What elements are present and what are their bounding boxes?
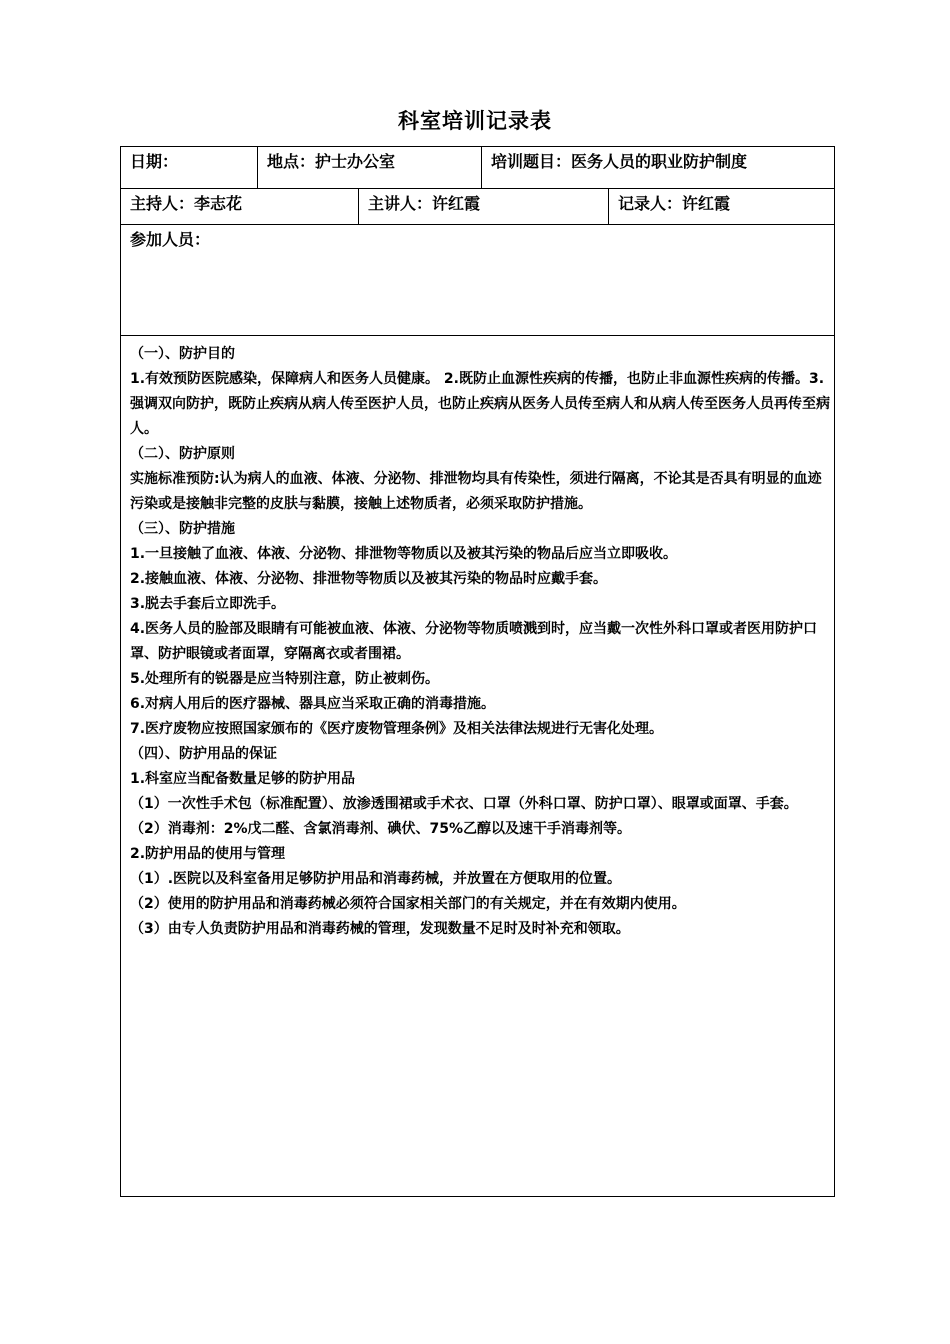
content-line: 1.有效预防医院感染，保障病人和医务人员健康。 2.既防止血源性疾病的传播，也防止非血源性疾病的传播。3.强调双向防护，既防止疾病从病人传至医护人员，也防止疾病从医务人员传至病人和从病人传至医务人员再传至病人。 <box>130 371 830 437</box>
participants-row <box>121 225 834 336</box>
recorder-cell: 记录人：许红霞 <box>608 189 834 224</box>
date-cell: 日期： <box>130 152 179 171</box>
document-title: 科室培训记录表 <box>398 109 552 133</box>
speaker-cell: 主讲人：许红霞 <box>358 189 608 224</box>
content-line: 1.一旦接触了血液、体液、分泌物、排泄物等物质以及被其污染的物品后应当立即吸收。 <box>130 546 678 562</box>
content-line: （三）、防护措施 <box>130 521 235 537</box>
content-line: （3）由专人负责防护用品和消毒药械的管理，发现数量不足时及时补充和领取。 <box>130 921 630 937</box>
content-line: 1.科室应当配备数量足够的防护用品 <box>130 771 356 787</box>
header-row-date-location-topic <box>121 147 834 189</box>
content-line: （2）使用的防护用品和消毒药械必须符合国家相关部门的有关规定，并在有效期内使用。 <box>130 896 686 912</box>
content-line: 4.医务人员的脸部及眼睛有可能被血液、体液、分泌物等物质喷溅到时，应当戴一次性外科口罩或者医用防护口罩、防护眼镜或者面罩，穿隔离衣或者围裙。 <box>130 621 818 662</box>
participants-cell: 参加人员： <box>130 230 211 249</box>
content-line: 5.处理所有的锐器是应当特别注意，防止被刺伤。 <box>130 671 440 687</box>
content-line: （2）消毒剂：2%戊二醛、含氯消毒剂、碘伏、75%乙醇以及速干手消毒剂等。 <box>130 821 632 837</box>
training-record-table <box>120 146 835 1197</box>
content-line: 2.防护用品的使用与管理 <box>130 846 286 862</box>
content-line: （1）.医院以及科室备用足够防护用品和消毒药械，并放置在方便取用的位置。 <box>130 871 622 887</box>
content-line: 3.脱去手套后立即洗手。 <box>130 596 286 612</box>
content-line: （二）、防护原则 <box>130 446 235 462</box>
training-content <box>130 342 830 942</box>
content-line: 7.医疗废物应按照国家颁布的《医疗废物管理条例》及相关法律法规进行无害化处理。 <box>130 721 664 737</box>
content-line: 实施标准预防:认为病人的血液、体液、分泌物、排泄物均具有传染性，须进行隔离，不论其是否具有明显的血迹污染或是接触非完整的皮肤与黏膜，接触上述物质者，必须采取防护措施。 <box>130 471 822 512</box>
location-cell: 地点：护士办公室 <box>257 147 481 188</box>
content-line: （1）一次性手术包（标准配置）、放渗透围裙或手术衣、口罩（外科口罩、防护口罩）、眼罩或面罩、手套。 <box>130 796 798 812</box>
host-cell: 主持人：李志花 <box>130 194 243 213</box>
topic-cell: 培训题目：医务人员的职业防护制度 <box>481 147 834 188</box>
content-line: 2.接触血液、体液、分泌物、排泄物等物质以及被其污染的物品时应戴手套。 <box>130 571 608 587</box>
content-line: 6.对病人用后的医疗器械、器具应当采取正确的消毒措施。 <box>130 696 496 712</box>
header-row-host-speaker-recorder <box>121 189 834 225</box>
content-line: （四）、防护用品的保证 <box>130 746 277 762</box>
content-line: （一）、防护目的 <box>130 346 235 362</box>
